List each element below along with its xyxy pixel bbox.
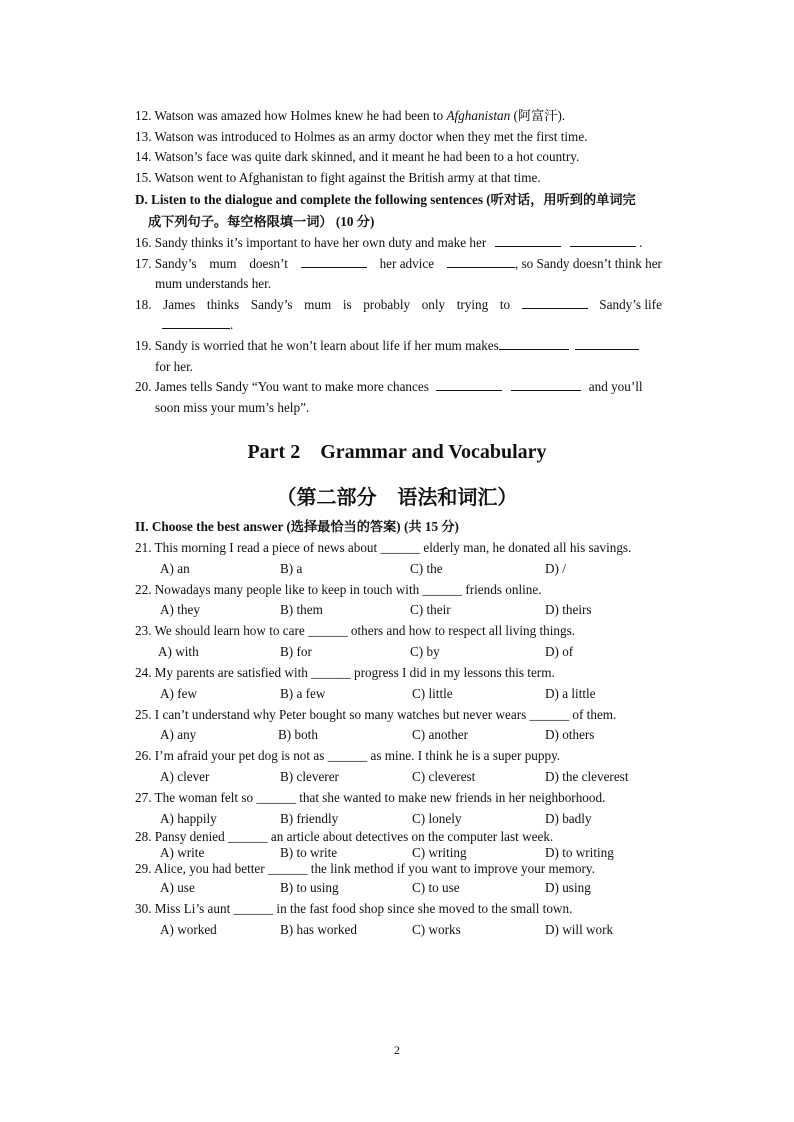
statement-13: 13. Watson was introduced to Holmes as an army doctor when they met the first time. [135,129,588,144]
section-d-heading-cont: 成下列句子。每空格限填一词） (10 分) [148,214,375,229]
question-18: 18. James thinks Sandy’s mum is probably only trying to Sandy’s life [135,297,662,312]
question-stem: 28. Pansy denied ______ an article about detectives on the computer last week. [135,829,554,844]
question-stem: 24. My parents are satisfied with ______ progress I did in my lessons this term. [135,665,555,680]
option-a[interactable]: A) few [160,686,197,701]
question-19-cont: for her. [155,359,194,374]
part2-subtitle: （第二部分 语法和词汇） [276,485,518,509]
question-stem: 25. I can’t understand why Peter bought so many watches but never wears ______ of them. [135,707,617,722]
option-a[interactable]: A) clever [160,769,210,784]
question-16: 16. Sandy thinks it’s important to have her own duty and make her . [135,235,643,250]
option-d[interactable]: D) a little [545,686,596,701]
option-c[interactable]: C) another [412,727,469,742]
section-d-heading: D. Listen to the dialogue and complete the following sentences (听对话，用听到的单词完 [135,192,636,207]
question-stem: 21. This morning I read a piece of news about ______ elderly man, he donated all his savings. [135,540,632,555]
section-ii-heading: II. Choose the best answer (选择最恰当的答案) (共 15 分) [135,519,459,534]
part2-title: Part 2 Grammar and Vocabulary [247,441,547,463]
statement-15: 15. Watson went to Afghanistan to fight against the British army at that time. [135,170,541,185]
answer-blank[interactable] [522,297,588,309]
option-c[interactable]: C) to use [412,880,460,895]
option-d[interactable]: D) / [545,561,566,576]
question-stem: 30. Miss Li’s aunt ______ in the fast food shop since she moved to the small town. [135,901,573,916]
answer-blank[interactable] [575,338,639,350]
option-a[interactable]: A) worked [160,922,217,937]
option-c[interactable]: C) works [412,922,461,937]
option-a[interactable]: A) an [160,561,190,576]
question-20: 20. James tells Sandy “You want to make more chances and you’ll [135,379,643,394]
option-c[interactable]: C) the [410,561,443,576]
option-b[interactable]: B) a few [280,686,326,701]
option-d[interactable]: D) will work [545,922,614,937]
option-d[interactable]: D) others [545,727,595,742]
question-stem: 26. I’m afraid your pet dog is not as ______ as mine. I think he is a super puppy. [135,748,561,763]
option-a[interactable]: A) write [160,845,205,860]
question-stem: 23. We should learn how to care ______ others and how to respect all living things. [135,623,576,638]
option-c[interactable]: C) cleverest [412,769,476,784]
question-17-cont: mum understands her. [155,276,272,291]
option-a[interactable]: A) happily [160,811,217,826]
option-c[interactable]: C) their [410,602,451,617]
option-a[interactable]: A) they [160,602,200,617]
answer-blank[interactable] [447,256,515,268]
option-b[interactable]: B) has worked [280,922,357,937]
answer-blank[interactable] [570,235,636,247]
question-stem: 22. Nowadays many people like to keep in touch with ______ friends online. [135,582,542,597]
page-number: 2 [394,1043,400,1057]
statement-12: 12. Watson was amazed how Holmes knew he had been to Afghanistan (阿富汗). [135,108,566,123]
answer-blank[interactable] [162,317,230,329]
option-d[interactable]: D) to writing [545,845,614,860]
option-b[interactable]: B) for [280,644,312,659]
question-stem: 29. Alice, you had better ______ the link method if you want to improve your memory. [135,861,595,876]
answer-blank[interactable] [495,235,561,247]
option-d[interactable]: D) theirs [545,602,592,617]
question-stem: 27. The woman felt so ______ that she wanted to make new friends in her neighborhood. [135,790,606,805]
option-a[interactable]: A) with [158,644,199,659]
option-b[interactable]: B) a [280,561,303,576]
option-a[interactable]: A) use [160,880,195,895]
answer-blank[interactable] [436,379,502,391]
option-b[interactable]: B) both [278,727,318,742]
option-b[interactable]: B) them [280,602,323,617]
option-d[interactable]: D) using [545,880,591,895]
option-b[interactable]: B) cleverer [280,769,339,784]
answer-blank[interactable] [301,256,367,268]
option-c[interactable]: C) writing [412,845,467,860]
option-d[interactable]: D) badly [545,811,592,826]
option-c[interactable]: C) lonely [412,811,462,826]
option-c[interactable]: C) little [412,686,453,701]
answer-blank[interactable] [511,379,581,391]
answer-blank[interactable] [499,338,569,350]
option-b[interactable]: B) to using [280,880,339,895]
option-d[interactable]: D) of [545,644,574,659]
question-18-cont: . [162,317,233,333]
option-c[interactable]: C) by [410,644,440,659]
question-19: 19. Sandy is worried that he won’t learn about life if her mum makes [135,338,639,354]
option-a[interactable]: A) any [160,727,197,742]
option-b[interactable]: B) friendly [280,811,339,826]
option-b[interactable]: B) to write [280,845,338,860]
question-20-cont: soon miss your mum’s help”. [155,400,310,415]
question-17: 17. Sandy’s mum doesn’t her advice , so Sandy doesn’t think her [135,256,662,271]
statement-14: 14. Watson’s face was quite dark skinned, and it meant he had been to a hot country. [135,149,580,164]
option-d[interactable]: D) the cleverest [545,769,629,784]
